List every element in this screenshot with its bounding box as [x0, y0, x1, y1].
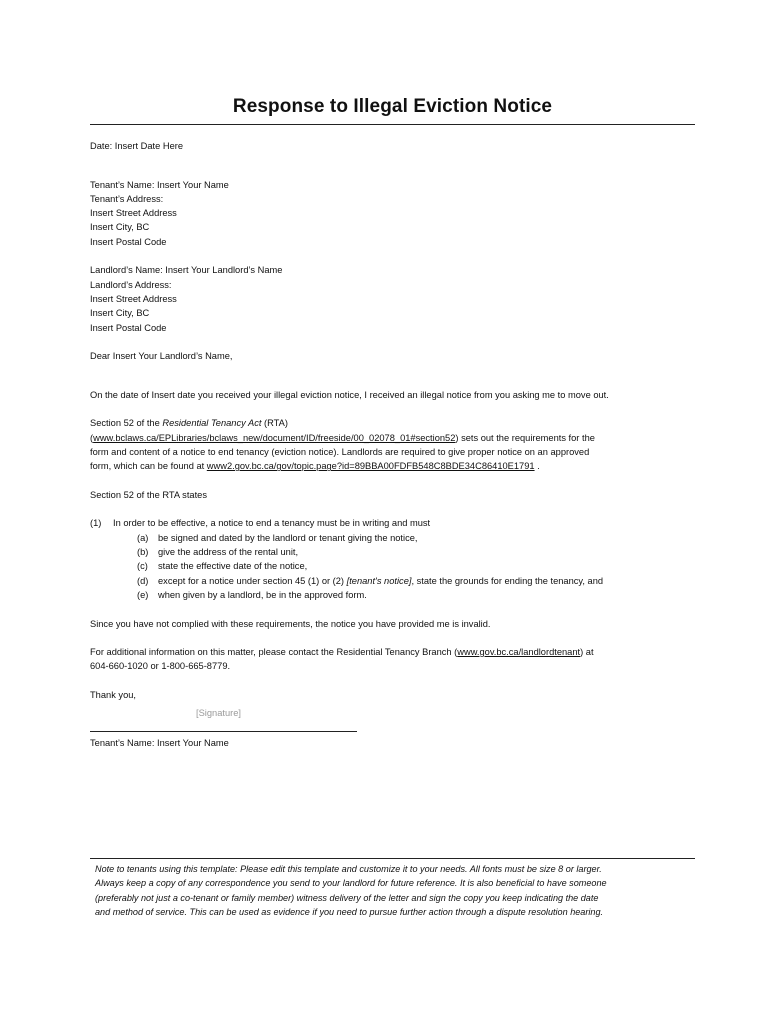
note-line: and method of service. This can be used as evidence if you need to pursue further action through a dispute resolution hearing.: [95, 906, 604, 917]
gov-form-link[interactable]: www2.gov.bc.ca/gov/topic.page?id=89BBA00FDFB548C8BDE34C86410E1791: [206, 461, 535, 472]
note-line: Note to tenants using this template: Please edit this template and customize it to your needs. All fonts must be size 8 or larger.: [95, 864, 602, 874]
salutation: Dear Insert Your Landlord’s Name,: [90, 351, 233, 362]
list-item-text: give the address of the rental unit,: [158, 547, 299, 558]
list-intro-row: [90, 516, 695, 530]
info-paragraph: [90, 645, 695, 674]
list-item: [90, 559, 695, 573]
date-line: Date: Insert Date Here: [90, 141, 184, 151]
list-item: [90, 574, 695, 588]
list-item-text: when given by a landlord, be in the approved form.: [158, 589, 367, 600]
signature-name: Tenant’s Name: Insert Your Name: [90, 738, 229, 749]
note-line: (preferably not just a co-tenant or family member) witness delivery of the letter and sign the copy you keep indicating the date: [95, 892, 599, 903]
list-item-label: (e): [137, 589, 149, 600]
rtb-link[interactable]: www.gov.bc.ca/landlordtenant: [457, 647, 581, 658]
list-item-text-after: , state the grounds for ending the tenancy, and: [411, 575, 604, 586]
list-item-label: (c): [137, 561, 148, 572]
landlord-name-line: Landlord’s Name: Insert Your Landlord’s Name: [90, 265, 283, 276]
page-title: Response to Illegal Eviction Notice: [232, 96, 553, 117]
note-line: Always keep a copy of any correspondence you send to your landlord for future reference. It is also beneficial to have someone: [95, 878, 607, 889]
bclaws-link[interactable]: www.bclaws.ca/EPLibraries/bclaws_new/document/ID/freeside/00_02078_01#section52: [93, 432, 456, 443]
list-item-label: (a): [137, 532, 149, 543]
info-suffix: ) at: [580, 647, 594, 658]
landlord-postal: Insert Postal Code: [90, 322, 167, 333]
list-item-text-before: except for a notice under section 45 (1) or (2): [158, 575, 347, 586]
requirements-list: [90, 516, 695, 602]
act-name: Residential Tenancy Act: [162, 418, 262, 429]
tenant-street: Insert Street Address: [90, 208, 177, 219]
tenant-city: Insert City, BC: [90, 222, 150, 233]
info-phone-numbers: 604-660-1020 or 1-800-665-8779.: [90, 661, 231, 672]
section52-line4-suffix: .: [534, 461, 540, 472]
landlord-street: Insert Street Address: [90, 293, 177, 304]
landlord-city: Insert City, BC: [90, 308, 150, 319]
section52-prefix: Section 52 of the: [90, 418, 163, 429]
list-number: (1): [90, 518, 102, 529]
tenants-notice-italic: [tenant's notice]: [346, 575, 412, 586]
list-item-label: (b): [137, 547, 149, 558]
list-intro: In order to be effective, a notice to end a tenancy must be in writing and must: [113, 518, 431, 529]
letter-body: [90, 139, 695, 751]
rta-states-line: Section 52 of the RTA states: [90, 489, 207, 500]
section52-paragraph: [90, 416, 695, 473]
landlord-address-block: [90, 263, 695, 334]
paragraph-invalid-notice: Since you have not complied with these requirements, the notice you have provided me is invalid.: [90, 618, 491, 629]
list-item-text: be signed and dated by the landlord or tenant giving the notice,: [158, 532, 418, 543]
list-item-text: state the effective date of the notice,: [158, 561, 308, 572]
landlord-address-label: Landlord’s Address:: [90, 279, 172, 290]
section52-line4-prefix: form, which can be found at: [90, 461, 207, 472]
signature-placeholder[interactable]: [Signature]: [196, 708, 241, 719]
closing: Thank you,: [90, 689, 136, 700]
list-item: [90, 545, 695, 559]
tenant-name-line: Tenant’s Name: Insert Your Name: [90, 179, 229, 190]
info-prefix: For additional information on this matter, please contact the Residential Tenancy Branch (: [90, 647, 458, 658]
list-item: [90, 588, 695, 602]
note-to-tenants: [95, 862, 695, 919]
paren-open: (: [90, 432, 94, 443]
section52-rta: (RTA): [261, 418, 288, 429]
list-item-text: [158, 574, 603, 588]
list-item: [90, 531, 695, 545]
signature-line: [90, 731, 357, 732]
list-item-label: (d): [137, 575, 149, 586]
tenant-postal: Insert Postal Code: [90, 236, 167, 247]
signature-area: [90, 702, 695, 736]
paragraph-received-notice: On the date of Insert date you received your illegal eviction notice, I received an illegal notice from you asking me to move out.: [90, 389, 609, 400]
section52-line2-suffix: ) sets out the requirements for the: [455, 432, 595, 443]
title-divider: [90, 124, 695, 125]
tenant-address-block: [90, 178, 695, 249]
tenant-address-label: Tenant’s Address:: [90, 193, 164, 204]
note-divider: [90, 858, 695, 859]
section52-line3: form and content of a notice to end tenancy (eviction notice). Landlords are required to give proper notice on an approved: [90, 446, 590, 457]
